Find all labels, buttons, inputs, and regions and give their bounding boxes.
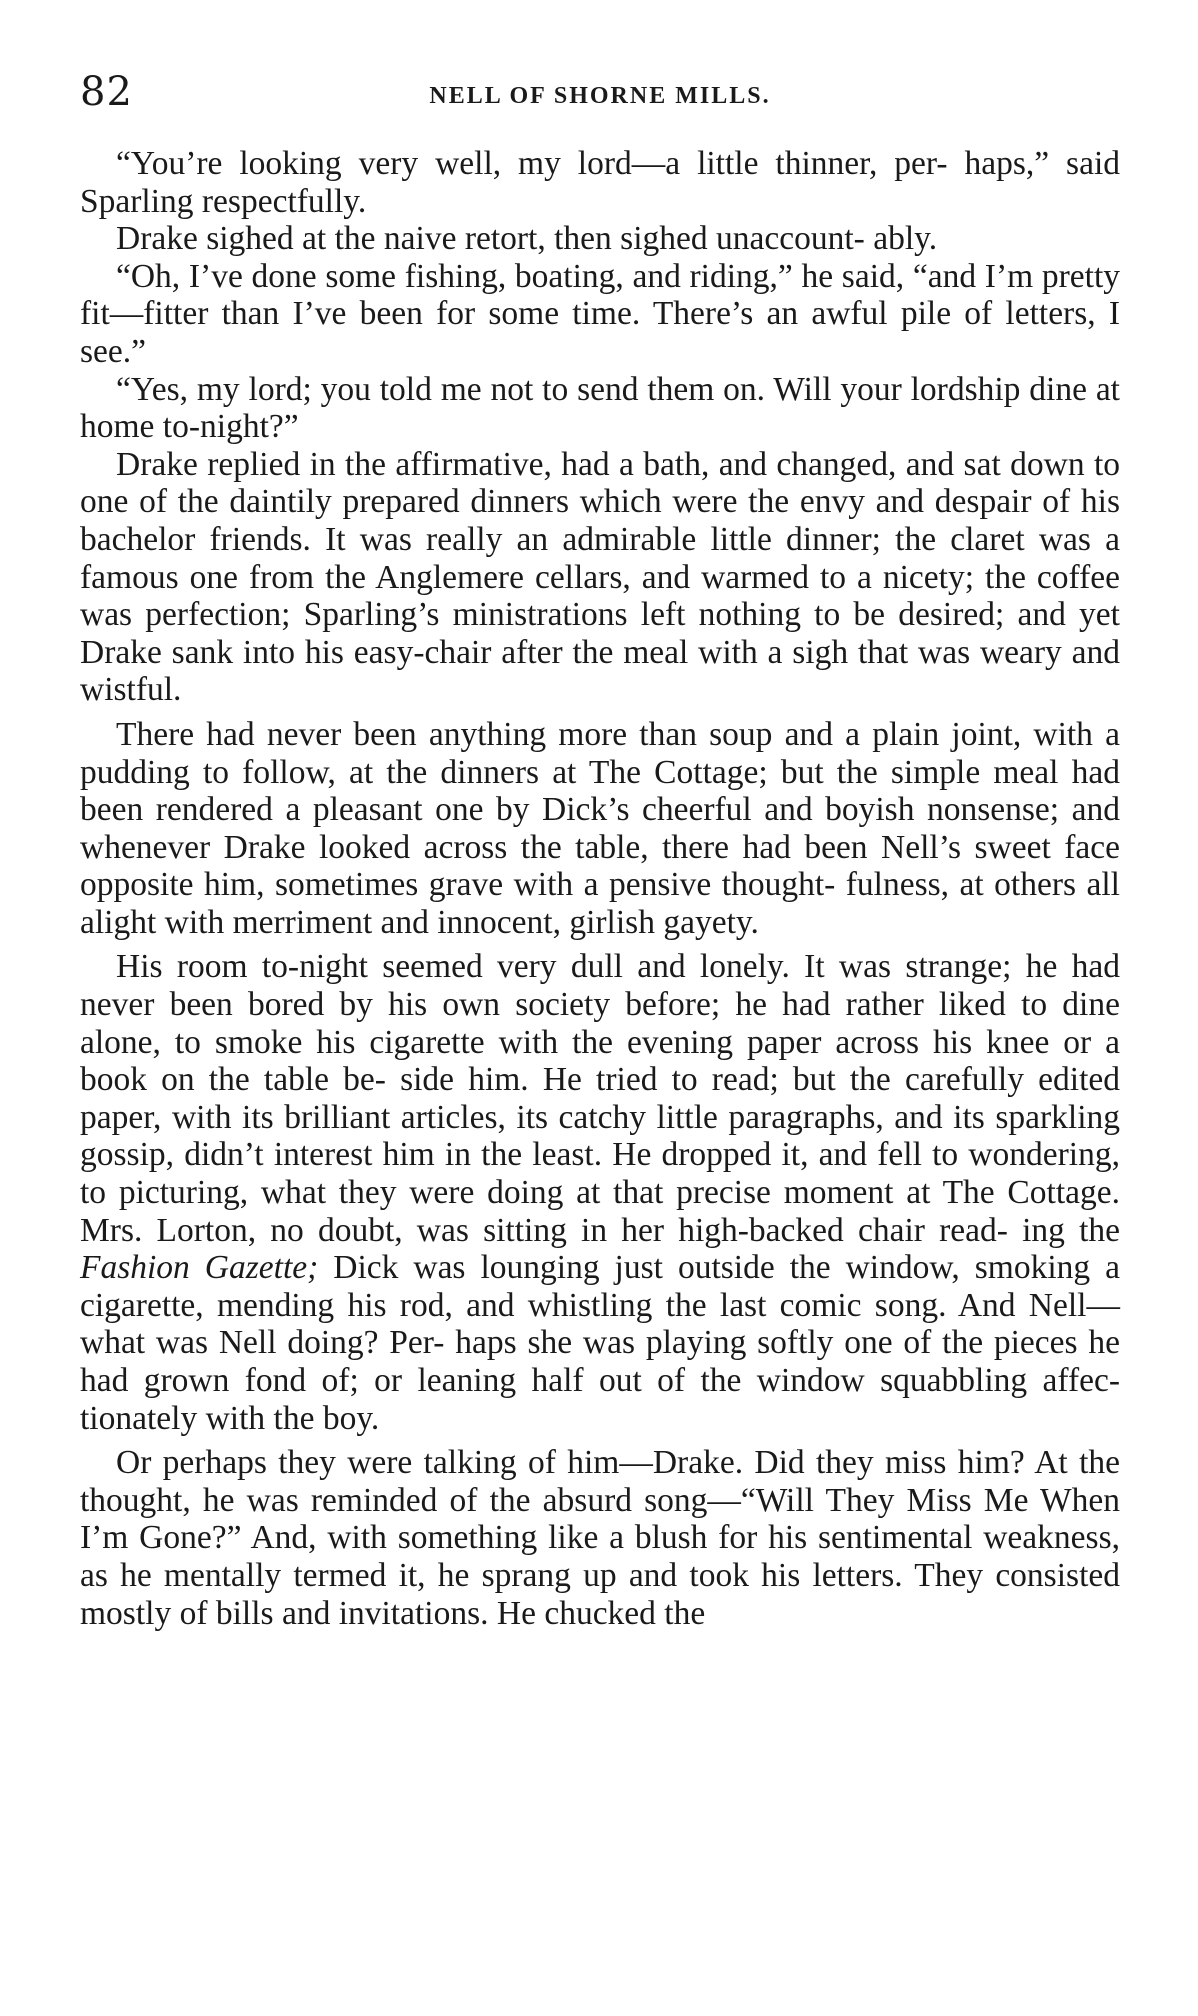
paragraph-7-part-1: His room to-night seemed very dull and lonely. It was strange; he had never been bored by his own society before; he had rather liked to dine alone, to smoke his cigarette with the evening paper across his knee or a book on the table be- side him. He tried to read; but the carefully edited paper, with its brilliant articles, its catchy little paragraphs, and its sparkling gossip, didn’t interest him in the least. He dropped it, and fell to wondering, to picturing, what they were doing at that precise moment at The Cottage. Mrs. Lorton, no doubt, was sitting in her high-backed chair read- ing the — [80, 948, 1120, 1249]
body-text — [80, 145, 1120, 1632]
paragraph-6: There had never been anything more than soup and a plain joint, with a pudding to follow, at the dinners at The Cottage; but the simple meal had been rendered a pleasant one by Dick’s cheerful and boyish nonsense; and whenever Drake looked across the table, there had been Nell’s sweet face opposite him, sometimes grave with a pensive thought- fulness, at others all alight with merriment and innocent, girlish gayety. — [80, 715, 1120, 941]
paragraph-2: Drake sighed at the naive retort, then sighed unaccount- ably. — [116, 220, 938, 258]
paragraph-5: Drake replied in the affirmative, had a bath, and changed, and sat down to one of the daintily prepared dinners which were the envy and despair of his bachelor friends. It was really an admirable little dinner; the claret was a famous one from the Anglemere cellars, and warmed to a nicety; the coffee was perfection; Sparling’s ministrations left nothing to be desired; and yet Drake sank into his easy-chair after the meal with a sigh that was weary and wistful. — [80, 445, 1120, 709]
page-number: 82 — [80, 69, 133, 115]
paragraph-7 — [80, 948, 1120, 1437]
page-header — [80, 68, 1120, 128]
running-title: NELL OF SHORNE MILLS. — [429, 83, 771, 109]
paragraph-4: “Yes, my lord; you told me not to send them on. Will your lordship dine at home to-night?” — [80, 370, 1120, 446]
paragraph-7-part-2: Dick was lounging just outside the window, smoking a cigarette, mending his rod, and whistling the last comic song. And Nell—what was Nell doing? Per- haps she was playing softly one of the pieces he had grown fond of; or leaning half out of the window squabbling affec- tionately with the boy. — [80, 1249, 1120, 1437]
paragraph-1: “You’re looking very well, my lord—a little thinner, per- haps,” said Sparling respectfully. — [80, 145, 1120, 220]
paragraph-3: “Oh, I’ve done some fishing, boating, and riding,” he said, “and I’m pretty fit—fitter than I’ve been for some time. There’s an awful pile of letters, I see.” — [80, 257, 1120, 370]
paragraph-8: Or perhaps they were talking of him—Drake. Did they miss him? At the thought, he was reminded of the absurd song—“Will They Miss Me When I’m Gone?” And, with something like a blush for his sentimental weakness, as he mentally termed it, he sprang up and took his letters. They consisted mostly of bills and invitations. He chucked the — [80, 1444, 1120, 1632]
paragraph-7-italic-title: Fashion Gazette; — [80, 1249, 319, 1287]
